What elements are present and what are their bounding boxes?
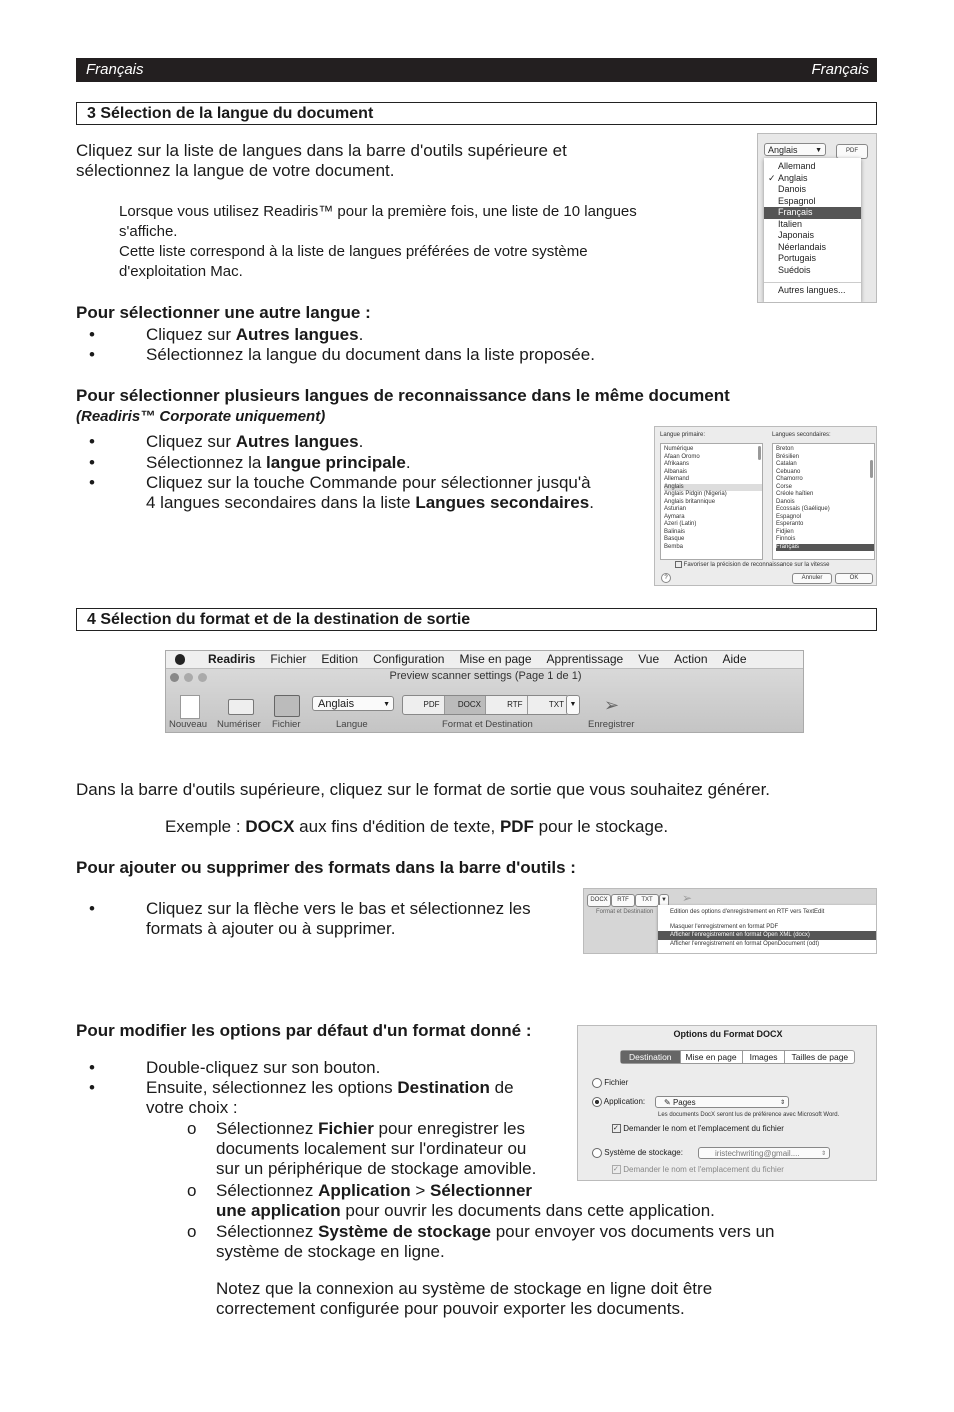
language-option-label: Anglais xyxy=(778,172,808,183)
bullet: • xyxy=(89,345,95,364)
sub-bullet-marker: o xyxy=(187,1222,197,1241)
list-item-text: Double-cliquez sur son bouton. xyxy=(146,1058,381,1077)
application-select[interactable] xyxy=(655,1096,789,1108)
bullet: • xyxy=(89,1078,95,1097)
list-item xyxy=(89,453,649,473)
sub-item-application: Sélectionnez Application > Sélectionner une application pour ouvrir les documents dans cette application. xyxy=(216,1181,715,1220)
list-item-text: Cliquez sur Autres langues. xyxy=(146,325,364,344)
storage-connection-note: Notez que la connexion au système de stockage en ligne doit être correctement configurée pour pouvoir exporter les documents. xyxy=(216,1279,713,1318)
primary-language-list[interactable] xyxy=(660,443,763,560)
language-option[interactable]: Suédois xyxy=(778,264,811,275)
storage-select-value: iristechwriting@gmail.... xyxy=(715,1149,800,1158)
secondary-language-item[interactable]: Danois xyxy=(776,498,795,505)
tab-images[interactable]: Images xyxy=(742,1051,785,1063)
language-menu-screenshot xyxy=(757,133,877,303)
add-remove-formats-heading: Pour ajouter ou supprimer des formats dans la barre d'outils : xyxy=(76,858,576,877)
ask-filename-checkbox-disabled[interactable] xyxy=(612,1165,784,1174)
ok-button[interactable]: OK xyxy=(835,573,873,584)
list-item-text: Sélectionnez la langue du document dans la liste proposée. xyxy=(146,345,595,364)
secondary-language-item[interactable]: Brésilien xyxy=(776,453,800,460)
primary-language-item[interactable]: Aymara xyxy=(664,513,685,520)
radio-selected-icon xyxy=(592,1097,602,1107)
ask-filename-label: Demander le nom et l'emplacement du fichier xyxy=(623,1165,784,1174)
format-button[interactable]: PDF xyxy=(423,700,440,709)
menu-item[interactable]: Masquer l'enregistrement en format PDF xyxy=(670,923,779,930)
other-language-heading: Pour sélectionner une autre langue : xyxy=(76,303,371,322)
more-languages-option[interactable]: Autres langues... xyxy=(778,285,846,295)
folder-icon[interactable] xyxy=(274,695,300,717)
primary-language-item[interactable]: Anglais Pidgin (Nigeria) xyxy=(664,491,727,497)
primary-language-item[interactable]: Asturian xyxy=(664,506,687,512)
section-3-intro xyxy=(76,141,567,181)
secondary-language-item[interactable]: Fidjien xyxy=(776,528,794,535)
tab-page-sizes[interactable]: Tailles de page xyxy=(784,1051,854,1063)
language-option[interactable]: Néerlandais xyxy=(778,241,827,252)
favor-accuracy-checkbox[interactable] xyxy=(675,561,829,570)
page-header xyxy=(76,58,877,82)
docx-format-button[interactable]: DOCX xyxy=(587,894,611,907)
secondary-language-item[interactable]: Cebuano xyxy=(776,468,801,475)
bullet: • xyxy=(89,899,95,918)
toolbar-label: Fichier xyxy=(272,719,301,730)
primary-language-item[interactable]: Albanais xyxy=(664,468,688,475)
secondary-language-item[interactable]: Breton xyxy=(776,446,794,452)
note-line: Lorsque vous utilisez Readiris™ pour la première fois, une liste de 10 langues xyxy=(119,203,637,220)
options-tabs xyxy=(620,1050,855,1064)
format-dropdown-arrow[interactable]: ▼ xyxy=(566,695,580,715)
language-dropdown-list xyxy=(764,158,861,302)
help-button[interactable]: ? xyxy=(661,573,671,583)
list-item xyxy=(89,473,649,513)
radio-icon xyxy=(592,1148,602,1158)
chevron-updown-icon: ⇕ xyxy=(779,1100,785,1106)
list-item xyxy=(89,1078,569,1118)
primary-language-item[interactable]: Bemba xyxy=(664,543,684,550)
section-4-title: 4 Sélection du format et de la destination de sortie xyxy=(76,608,877,631)
secondary-language-item[interactable]: Français xyxy=(776,544,874,552)
language-option[interactable]: Japonais xyxy=(778,230,815,240)
secondary-language-item[interactable]: Finnois xyxy=(776,536,796,542)
toolbar-label: Nouveau xyxy=(169,719,208,730)
list-item-text: Cliquez sur la flèche vers le bas et sélectionnez les formats à ajouter ou à supprimer. xyxy=(146,899,531,938)
storage-radio-label: Système de stockage: xyxy=(604,1148,683,1158)
primary-language-item[interactable]: Afrikaans xyxy=(664,461,690,467)
chevron-down-icon: ▼ xyxy=(383,701,390,708)
application-radio-label: Application: xyxy=(603,1097,646,1107)
primary-language-item[interactable]: Afaan Oromo xyxy=(664,453,700,460)
checkbox-checked-icon: ✓ xyxy=(612,1165,621,1174)
language-popup-value: Anglais xyxy=(318,698,355,710)
window-title: Preview scanner settings (Page 1 de 1) xyxy=(389,670,582,682)
list-item xyxy=(89,432,649,452)
menu-item[interactable]: Afficher l'enregistrement en format OpenDocument (odt) xyxy=(670,940,820,947)
sub-item-storage: Sélectionnez Système de stockage pour envoyer vos documents vers un système de stockage en ligne. xyxy=(216,1222,775,1261)
note-line: Cette liste correspond à la liste de langues préférées de votre système xyxy=(119,243,588,260)
storage-radio[interactable] xyxy=(592,1148,683,1158)
pdf-format-button[interactable]: PDF xyxy=(836,144,868,159)
note-line: s'affiche. xyxy=(119,223,178,240)
rtf-format-button[interactable]: RTF xyxy=(611,894,635,907)
chevron-updown-icon: ⇕ xyxy=(820,1151,826,1157)
file-radio[interactable] xyxy=(592,1078,628,1088)
menu-item-highlighted[interactable]: Afficher l'enregistrement en format Open XML (docx) xyxy=(658,931,877,940)
language-popup-button[interactable] xyxy=(312,696,394,711)
ask-filename-checkbox[interactable] xyxy=(612,1124,784,1133)
scanner-icon[interactable] xyxy=(228,699,254,715)
language-popup-button[interactable] xyxy=(764,143,826,156)
toolbar-screenshot xyxy=(165,650,804,733)
format-options-menu xyxy=(658,905,877,954)
sub-bullet-marker: o xyxy=(187,1119,197,1138)
multi-language-heading: Pour sélectionner plusieurs langues de reconnaissance dans le même document xyxy=(76,386,730,405)
window-toolbar xyxy=(166,669,804,733)
language-option[interactable]: Allemand xyxy=(778,161,816,171)
list-item xyxy=(89,1058,569,1078)
menu-bar-item[interactable]: Action xyxy=(674,652,708,666)
cancel-button[interactable]: Annuler xyxy=(792,573,832,584)
format-button[interactable]: RTF xyxy=(485,696,527,714)
primary-language-item[interactable]: Anglais britannique xyxy=(664,498,716,505)
radio-icon xyxy=(592,1078,602,1088)
section-3-title: 3 Sélection de la langue du document xyxy=(76,102,877,125)
list-item-text: Cliquez sur la touche Commande pour sélectionner jusqu'à 4 langues secondaires dans la liste Langues secondaires. xyxy=(146,473,594,512)
dialog-title: Options du Format DOCX xyxy=(673,1029,783,1039)
modify-options-heading: Pour modifier les options par défaut d'un format donné : xyxy=(76,1021,532,1040)
ask-filename-label: Demander le nom et l'emplacement du fichier xyxy=(623,1124,784,1133)
menu-bar-item[interactable]: Mise en page xyxy=(459,652,532,666)
menu-bar-item[interactable]: Aide xyxy=(722,652,747,666)
list-item-text: Cliquez sur Autres langues. xyxy=(146,432,364,451)
toolbar-label: Langue xyxy=(336,719,368,730)
format-buttons xyxy=(587,894,669,907)
toolbar-label: Enregistrer xyxy=(588,719,635,730)
example-text: Exemple : DOCX aux fins d'édition de texte, PDF pour le stockage. xyxy=(165,817,669,836)
list-item-text: Sélectionnez la langue principale. xyxy=(146,453,411,472)
list-item xyxy=(89,345,689,365)
favor-accuracy-label: Favoriser la précision de reconnaissance sur la vitesse xyxy=(683,562,830,569)
application-select-value: Pages xyxy=(672,1098,696,1107)
language-option[interactable]: Danois xyxy=(778,184,807,194)
primary-language-item[interactable]: Numérique xyxy=(664,446,694,452)
language-option[interactable]: Espagnol xyxy=(778,195,816,206)
file-radio-label: Fichier xyxy=(604,1078,629,1088)
menu-item[interactable]: Edition des options d'enregistrement en RTF vers TextEdit xyxy=(670,909,825,915)
bullet: • xyxy=(89,1058,95,1077)
secondary-languages-label: Langues secondaires: xyxy=(772,432,831,438)
format-button[interactable]: DOCX xyxy=(444,696,486,714)
menu-bar xyxy=(166,651,804,669)
send-paper-plane-icon: ➢ xyxy=(682,891,693,905)
bullet: • xyxy=(89,453,95,472)
secondary-language-item[interactable]: Ecossais (Gaélique) xyxy=(776,506,830,512)
corporate-only-note: (Readiris™ Corporate uniquement) xyxy=(76,408,326,425)
menu-bar-item[interactable]: Configuration xyxy=(373,652,445,666)
header-language-right: Français xyxy=(811,61,869,78)
secondary-language-item[interactable]: Créole haïtien xyxy=(776,491,814,497)
intro-line: sélectionnez la langue de votre document. xyxy=(76,161,395,180)
new-document-icon[interactable] xyxy=(180,695,200,719)
toolbar-label: Format et Destination xyxy=(442,719,533,730)
menu-divider xyxy=(764,282,861,283)
docx-options-screenshot xyxy=(577,1025,877,1181)
format-destination-caption: Format et Destination xyxy=(596,909,654,915)
language-option[interactable]: Portugais xyxy=(778,253,817,263)
secondary-language-item[interactable]: Catalan xyxy=(776,461,797,467)
bullet: • xyxy=(89,473,95,492)
language-dialog-screenshot xyxy=(654,426,877,586)
checkmark-icon: ✓ xyxy=(768,172,776,183)
primary-language-item[interactable]: Balinais xyxy=(664,528,686,535)
menu-bar-item[interactable]: Edition xyxy=(321,652,359,666)
checkbox-icon xyxy=(675,561,682,568)
send-paper-plane-icon[interactable]: ➢ xyxy=(604,695,620,715)
checkbox-checked-icon: ✓ xyxy=(612,1124,621,1133)
format-dropdown-arrow[interactable]: ▼ xyxy=(659,894,669,907)
menu-bar-item[interactable]: Fichier xyxy=(270,652,307,666)
section-3-note xyxy=(119,202,637,282)
secondary-language-item[interactable]: Chamorro xyxy=(776,476,803,482)
list-item xyxy=(89,899,569,939)
output-format-instruction: Dans la barre d'outils supérieure, cliquez sur le format de sortie que vous souhaitez générer. xyxy=(76,780,771,799)
chevron-down-icon: ▼ xyxy=(815,147,822,154)
tab-destination[interactable]: Destination xyxy=(621,1051,680,1063)
scrollbar[interactable] xyxy=(870,460,873,478)
txt-format-button[interactable]: TXT xyxy=(635,894,659,907)
bullet: • xyxy=(89,325,95,344)
primary-language-item[interactable]: Allemand xyxy=(664,476,690,482)
application-radio[interactable] xyxy=(592,1097,645,1107)
language-option[interactable]: Italien xyxy=(778,218,803,229)
bullet: • xyxy=(89,432,95,451)
primary-language-item[interactable]: Azeri (Latin) xyxy=(664,521,697,527)
menu-bar-item[interactable]: Vue xyxy=(638,652,660,666)
toolbar-label: Numériser xyxy=(217,719,261,730)
tab-layout[interactable]: Mise en page xyxy=(680,1051,742,1063)
primary-language-item[interactable]: Basque xyxy=(664,536,685,542)
format-segmented-control xyxy=(402,695,569,715)
list-item-text: Ensuite, sélectionnez les options Destination de votre choix : xyxy=(146,1078,514,1117)
menu-bar-item[interactable]: Readiris xyxy=(208,652,256,666)
application-note: Les documents DocX seront lus de préférence avec Microsoft Word. xyxy=(658,1112,840,1118)
primary-language-label: Langue primaire: xyxy=(660,432,706,438)
secondary-language-item[interactable]: Espagnol xyxy=(776,513,802,520)
secondary-language-list[interactable] xyxy=(772,443,875,560)
language-option[interactable] xyxy=(764,173,861,185)
format-menu-screenshot xyxy=(583,888,877,954)
sub-item-file: Sélectionnez Fichier pour enregistrer les documents localement sur l'ordinateur ou sur un périphérique de stockage amovible. xyxy=(216,1119,537,1178)
storage-select[interactable] xyxy=(698,1147,830,1159)
apple-logo-icon[interactable] xyxy=(175,654,185,665)
header-language-left: Français xyxy=(86,61,144,78)
primary-language-item[interactable]: Anglais xyxy=(664,484,762,492)
scrollbar[interactable] xyxy=(758,446,761,460)
pages-app-icon: ✎ xyxy=(664,1098,671,1107)
secondary-language-item[interactable]: Esperanto xyxy=(776,521,804,527)
intro-line: Cliquez sur la liste de langues dans la barre d'outils supérieure et xyxy=(76,141,567,160)
secondary-language-item[interactable]: Corse xyxy=(776,483,793,490)
note-line: d'exploitation Mac. xyxy=(119,263,243,280)
list-item xyxy=(89,325,689,345)
sub-bullet-marker: o xyxy=(187,1181,197,1200)
format-button[interactable]: TXT xyxy=(527,696,569,714)
menu-bar-item[interactable]: Apprentissage xyxy=(546,652,624,666)
language-option-highlighted[interactable]: Français xyxy=(764,207,861,219)
language-popup-value: Anglais xyxy=(768,145,798,155)
